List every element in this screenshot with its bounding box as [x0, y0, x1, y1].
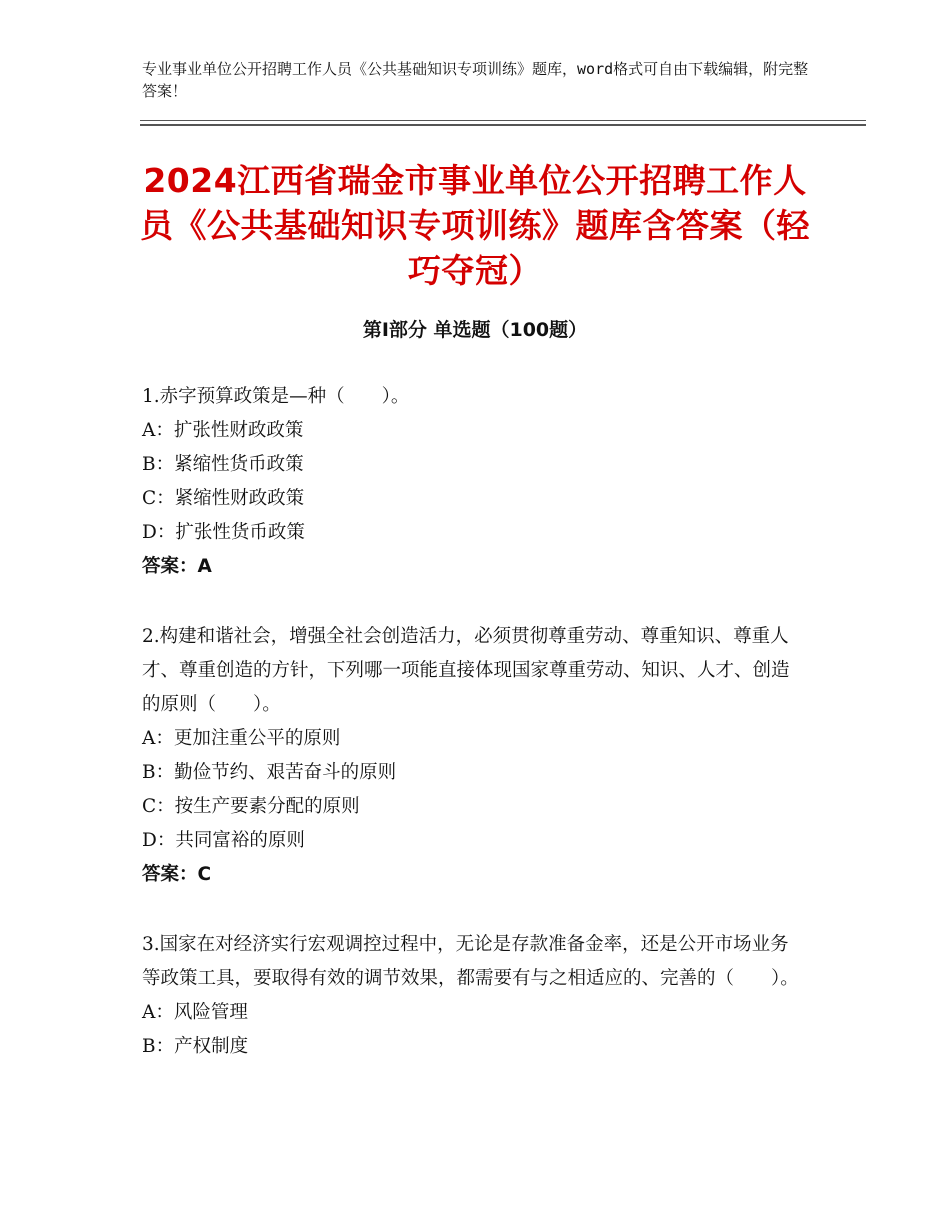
option-b: B：产权制度 — [142, 1036, 249, 1057]
question-stem: 1.赤字预算政策是—种（ ）。 — [142, 386, 410, 407]
option-a: A：扩张性财政政策 — [142, 420, 304, 441]
option-d: D：扩张性货币政策 — [142, 522, 305, 543]
document-title: 2024江西省瑞金市事业单位公开招聘工作人员《公共基础知识专项训练》题库含答案（轻巧夺冠） — [140, 161, 810, 290]
option-d: D：共同富裕的原则 — [142, 830, 305, 851]
answer: 答案：A — [142, 556, 212, 577]
option-c: C：紧缩性财政政策 — [142, 488, 305, 509]
answer: 答案：C — [142, 864, 212, 885]
option-c: C：按生产要素分配的原则 — [142, 796, 360, 817]
header-note: 专业事业单位公开招聘工作人员《公共基础知识专项训练》题库，word格式可自由下载编辑，附完整答案！ — [142, 60, 809, 100]
question-stem: 2.构建和谐社会，增强全社会创造活力，必须贯彻尊重劳动、尊重知识、尊重人才、尊重创造的方针，下列哪一项能直接体现国家尊重劳动、知识、人才、创造的原则（ ）。 — [142, 626, 790, 715]
option-a: A：更加注重公平的原则 — [142, 728, 341, 749]
section-title: 第Ⅰ部分 单选题（100题） — [362, 319, 588, 341]
option-b: B：紧缩性货币政策 — [142, 454, 304, 475]
header-divider-thin — [140, 120, 866, 121]
question-3 — [142, 928, 802, 1064]
option-b: B：勤俭节约、艰苦奋斗的原则 — [142, 762, 397, 783]
question-2 — [142, 620, 802, 892]
header-divider-thick — [140, 124, 866, 126]
option-a: A：风险管理 — [142, 1002, 248, 1023]
question-1 — [142, 380, 802, 584]
question-list — [142, 380, 802, 1100]
question-stem: 3.国家在对经济实行宏观调控过程中，无论是存款准备金率，还是公开市场业务等政策工具，要取得有效的调节效果，都需要有与之相适应的、完善的（ ）。 — [142, 934, 799, 989]
